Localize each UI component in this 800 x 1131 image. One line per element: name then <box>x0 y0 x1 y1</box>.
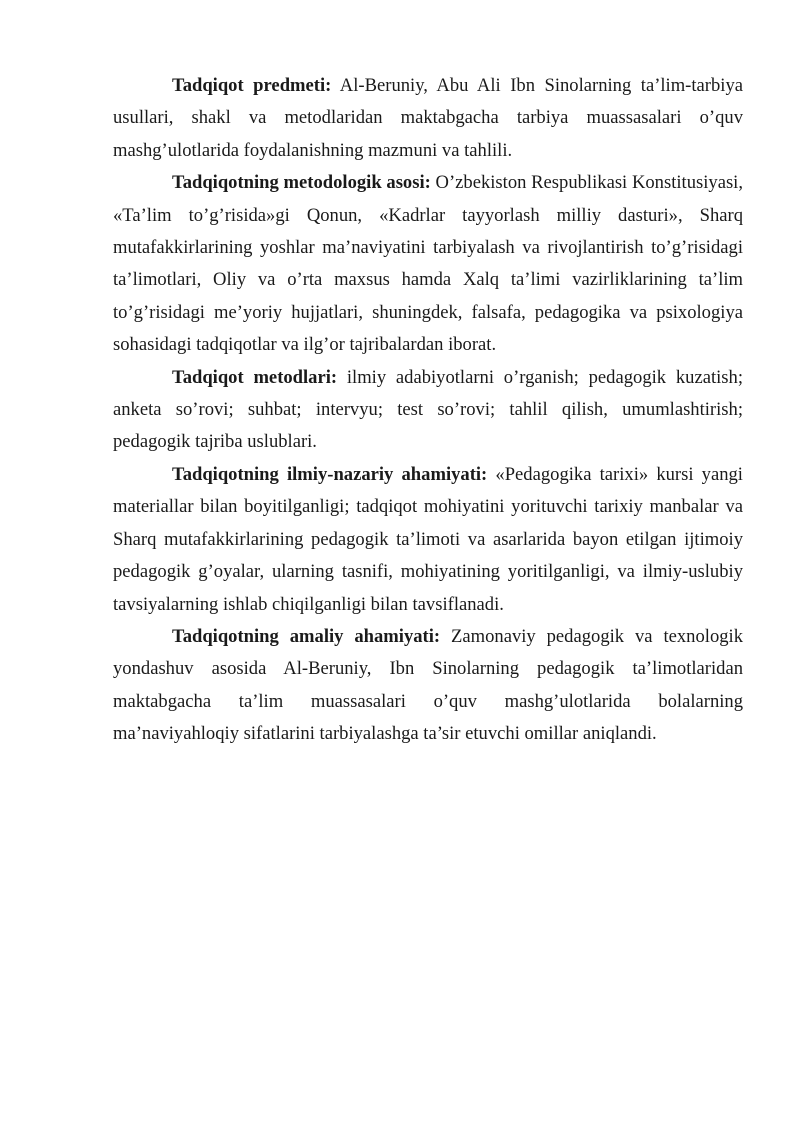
text-research-subject: Al-Beruniy, Abu Ali Ibn Sinolarning ta’lim-tarbiya usullari, shakl va metodlaridan maktabgacha tarbiya muassasalari o’quv mashg’ulotlarida foydalanishning mazmuni va tahlili. <box>113 75 743 161</box>
term-theoretical-significance: Tadqiqotning ilmiy-nazariy ahamiyati: <box>172 463 488 485</box>
text-practical-significance: Zamonaviy pedagogik va texnologik yondashuv asosida Al-Beruniy, Ibn Sinolarning pedagogik ta’limotlaridan maktabgacha ta’lim muassasalari o’quv mashg’ulotlarida bolalarning ma’naviyahloqiy sifatlarini tarbiyalashga ta’sir etuvchi omillar aniqlandi. <box>113 625 744 745</box>
paragraph-methodological-basis <box>113 167 743 361</box>
paragraph-practical-significance <box>113 621 743 751</box>
paragraph-research-subject <box>113 70 743 167</box>
text-methodological-basis: O’zbekiston Respublikasi Konstitusiyasi, «Ta’lim to’g’risida»gi Qonun, «Kadrlar tayyorlash milliy dasturi», Sharq mutafakkirlarining yoshlar ma’naviyatini tarbiyalash va rivojlantirish to’g’risidagi ta’limotlari, Oliy va o’rta maxsus hamda Xalq ta’limi vazirliklarining ta’lim to’g’risidagi me’yoriy hujjatlari, shuningdek, falsafa, pedagogika va psixologiya sohasidagi tadqiqotlar va ilg’or tajribalardan iborat. <box>113 172 743 356</box>
term-practical-significance: Tadqiqotning amaliy ahamiyati: <box>172 625 441 647</box>
term-methodological-basis: Tadqiqotning metodologik asosi: <box>172 172 431 194</box>
term-research-methods: Tadqiqot metodlari: <box>172 366 338 388</box>
text-research-methods: ilmiy adabiyotlarni o’rganish; pedagogik kuzatish; anketa so’rovi; suhbat; intervyu; test so’rovi; tahlil qilish, umumlashtirish; pedagogik tajriba uslublari. <box>113 366 743 453</box>
paragraph-research-methods <box>113 362 743 459</box>
text-theoretical-significance: «Pedagogika tarixi» kursi yangi materiallar bilan boyitilganligi; tadqiqot mohiyatini yorituvchi tarixiy manbalar va Sharq mutafakkirlarining pedagogik ta’limoti va asarlarida bayon etilgan ijtimoiy pedagogik g’oyalar, ularning tasnifi, mohiyatining yoritilganligi, va ilmiy-uslubiy tavsiyalarning ishlab chiqilganligi bilan tavsiflanadi. <box>113 463 743 615</box>
paragraph-theoretical-significance <box>113 459 743 621</box>
document-page <box>113 70 743 751</box>
term-research-subject: Tadqiqot predmeti: <box>172 75 332 96</box>
